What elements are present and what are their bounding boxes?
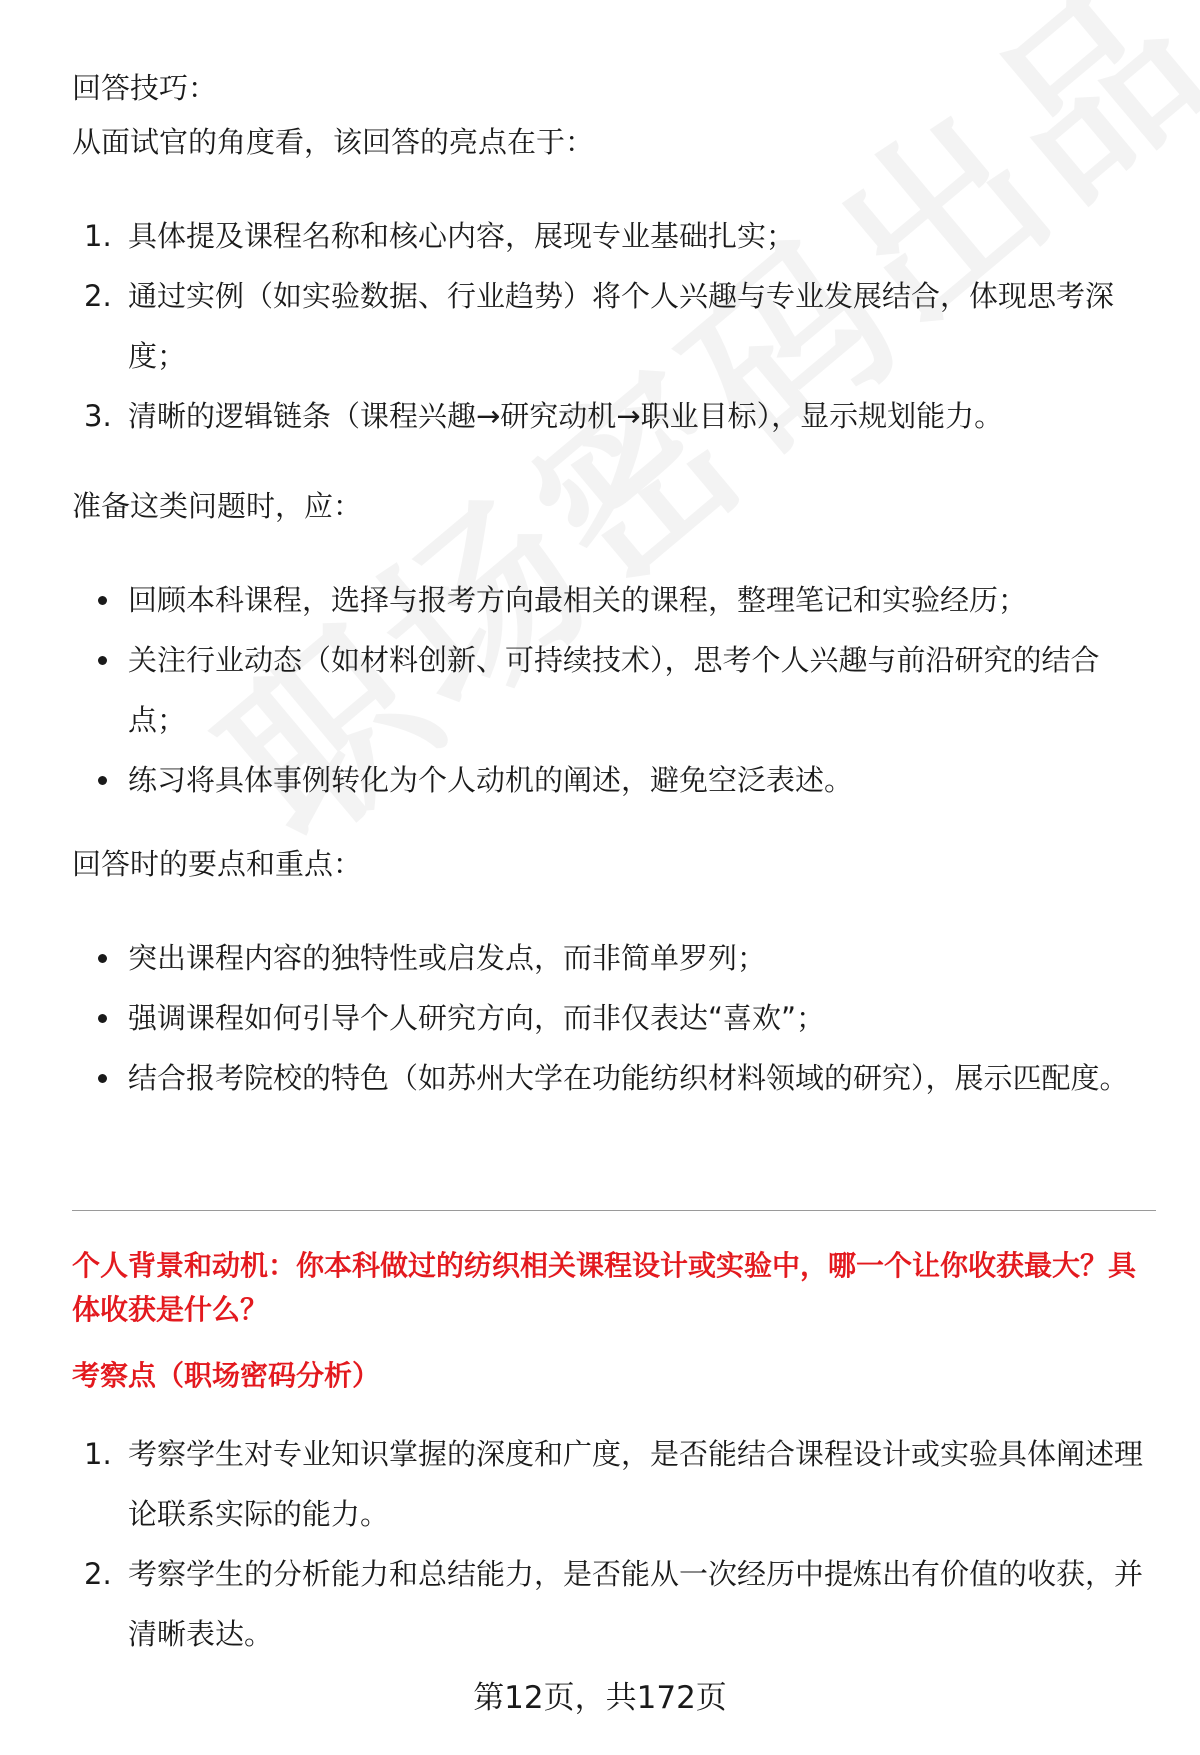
bullet-icon bbox=[98, 596, 107, 605]
list-item-text: 突出课程内容的独特性或启发点，而非简单罗列； bbox=[128, 941, 767, 975]
tips-heading: 回答技巧： bbox=[72, 71, 218, 105]
bullet-icon bbox=[98, 776, 107, 785]
list-item-text: 考察学生对专业知识掌握的深度和广度，是否能结合课程设计或实验具体阐述理论联系实际的能力。 bbox=[128, 1437, 1144, 1531]
page-number-footer: 第12页，共172页 bbox=[473, 1680, 727, 1716]
prep-heading: 准备这类问题时，应： bbox=[72, 489, 363, 523]
bullet-icon bbox=[98, 954, 107, 963]
bullet-icon bbox=[98, 1074, 107, 1083]
list-number: 1. bbox=[84, 1437, 112, 1471]
list-item-text: 考察学生的分析能力和总结能力，是否能从一次经历中提炼出有价值的收获，并清晰表达。 bbox=[128, 1557, 1144, 1651]
exam-points-heading: 考察点（职场密码分析） bbox=[72, 1359, 381, 1392]
list-number: 2. bbox=[84, 1557, 112, 1591]
list-item-text: 练习将具体事例转化为个人动机的阐述，避免空泛表述。 bbox=[128, 763, 854, 797]
list-item-text: 结合报考院校的特色（如苏州大学在功能纺织材料领域的研究），展示匹配度。 bbox=[128, 1061, 1129, 1095]
list-number: 1. bbox=[84, 219, 112, 253]
list-item-text: 强调课程如何引导个人研究方向，而非仅表达“喜欢”； bbox=[128, 1001, 826, 1035]
list-item-text: 通过实例（如实验数据、行业趋势）将个人兴趣与专业发展结合，体现思考深度； bbox=[128, 279, 1115, 373]
list-number: 3. bbox=[84, 399, 112, 433]
bullet-icon bbox=[98, 656, 107, 665]
tips-intro: 从面试官的角度看，该回答的亮点在于： bbox=[72, 125, 595, 159]
list-item-text: 具体提及课程名称和核心内容，展现专业基础扎实； bbox=[128, 219, 796, 253]
list-item-text: 回顾本科课程，选择与报考方向最相关的课程，整理笔记和实验经历； bbox=[128, 583, 1028, 617]
list-item-text: 清晰的逻辑链条（课程兴趣→研究动机→职业目标），显示规划能力。 bbox=[128, 399, 1004, 433]
list-number: 2. bbox=[84, 279, 112, 313]
question-heading: 个人背景和动机：你本科做过的纺织相关课程设计或实验中，哪一个让你收获最大？具体收获是什么？ bbox=[72, 1249, 1137, 1326]
key-points-heading: 回答时的要点和重点： bbox=[72, 847, 363, 881]
bullet-icon bbox=[98, 1014, 107, 1023]
list-item-text: 关注行业动态（如材料创新、可持续技术），思考个人兴趣与前沿研究的结合点； bbox=[128, 643, 1100, 737]
section-divider bbox=[72, 1210, 1156, 1211]
